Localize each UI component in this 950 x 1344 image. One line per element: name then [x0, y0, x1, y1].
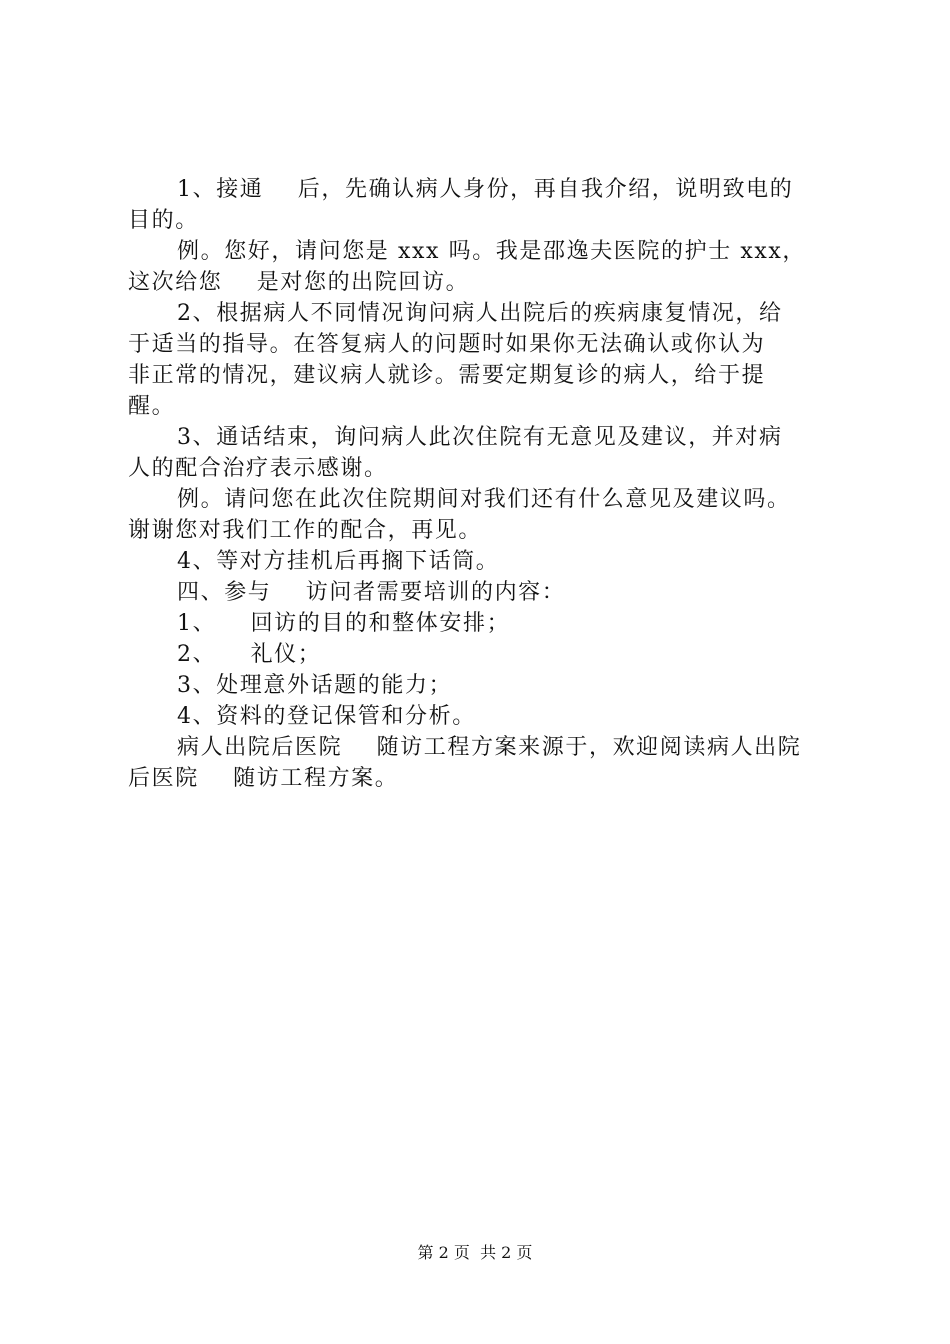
text-line: 2、根据病人不同情况询问病人出院后的疾病康复情况，给 — [177, 301, 783, 326]
page-footer: 第 2 页 共 2 页 — [417, 1243, 533, 1262]
text-line: 这次给您 是对您的出院回访。 — [128, 270, 470, 295]
text-line: 例。请问您在此次住院期间对我们还有什么意见及建议吗。 — [177, 487, 791, 512]
text-line: 2、 礼仪； — [177, 642, 322, 667]
text-line: 3、处理意外话题的能力； — [177, 673, 453, 698]
text-line: 目的。 — [128, 208, 199, 233]
document-body — [128, 174, 834, 794]
text-line: 4、资料的登记保管和分析。 — [177, 704, 476, 729]
text-line: 1、接通 后，先确认病人身份，再自我介绍，说明致电的 — [177, 177, 794, 202]
text-line: 谢谢您对我们工作的配合，再见。 — [128, 518, 483, 543]
text-line: 四、参与 访问者需要培训的内容： — [177, 580, 566, 605]
text-line: 醒。 — [128, 394, 176, 419]
text-line: 后医院 随访工程方案。 — [128, 766, 399, 791]
text-line: 病人出院后医院 随访工程方案来源于，欢迎阅读病人出院 — [177, 735, 802, 760]
text-line: 1、 回访的目的和整体安排； — [177, 611, 511, 636]
text-line: 非正常的情况，建议病人就诊。需要定期复诊的病人，给于提 — [128, 363, 766, 388]
text-line: 人的配合治疗表示感谢。 — [128, 456, 388, 481]
text-line: 4、等对方挂机后再搁下话筒。 — [177, 549, 500, 574]
text-line: 例。您好，请问您是 xxx 吗。我是邵逸夫医院的护士 xxx， — [177, 239, 807, 264]
text-line: 于适当的指导。在答复病人的问题时如果你无法确认或你认为 — [128, 332, 766, 357]
text-line: 3、通话结束，询问病人此次住院有无意见及建议，并对病 — [177, 425, 783, 450]
